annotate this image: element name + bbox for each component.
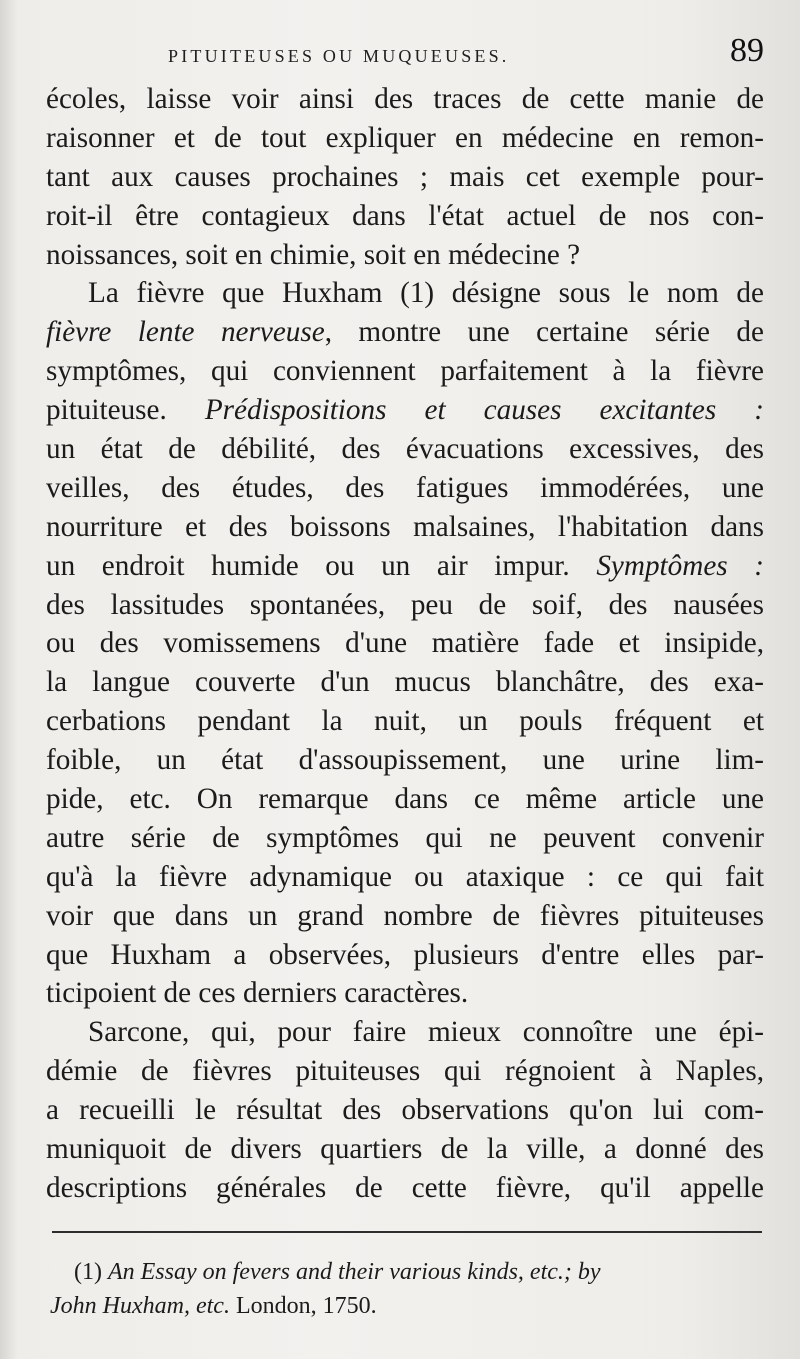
text-line: la langue couverte d'un mucus blanchâtre, des exa- [46, 666, 764, 699]
text-line: voir que dans un grand nombre de fièvres pituiteuses [46, 899, 764, 932]
italic-heading: Prédispositions et causes excitantes : [204, 394, 764, 427]
italic-term: fièvre lente nerveuse [46, 316, 325, 349]
text-line: des lassitudes spontanées, peu de soif, des nausées [46, 588, 764, 621]
page-number: 89 [730, 32, 764, 69]
text-line: nourriture et des boissons malsaines, l'habitation dans [46, 510, 764, 543]
text-span: un endroit humide ou un air impur. [46, 549, 597, 582]
text-line: écoles, laisse voir ainsi des traces de cette manie de [46, 83, 764, 115]
text-line: descriptions générales de cette fièvre, qu'il appelle [46, 1171, 764, 1204]
text-line: un état de débilité, des évacuations excessives, des [46, 433, 764, 466]
footnote-title: An Essay on fevers and their various kinds, etc.; by [107, 1259, 601, 1285]
footnote [50, 1255, 764, 1323]
footnote-divider [52, 1231, 762, 1233]
paragraph-start-line: Sarcone, qui, pour faire mieux connoître une épi- [88, 1016, 764, 1049]
footnote-marker: (1) [74, 1259, 108, 1285]
text-line: ticipoient de ces derniers caractères. [46, 977, 469, 1010]
text-line: symptômes, qui conviennent parfaitement à la fièvre [46, 355, 764, 388]
text-span: pituiteuse. [46, 394, 205, 427]
text-line: démie de fièvres pituiteuses qui régnoient à Naples, [46, 1055, 764, 1088]
footnote-author: John Huxham, etc. [50, 1293, 230, 1319]
text-line: qu'à la fièvre adynamique ou ataxique : ce qui fait [46, 860, 764, 893]
footnote-line [50, 1289, 764, 1323]
text-line [46, 547, 764, 586]
text-line: tant aux causes prochaines ; mais cet exemple pour- [46, 160, 764, 193]
italic-heading: Symptômes : [596, 549, 764, 582]
text-line: a recueilli le résultat des observations qu'on lui com- [46, 1094, 764, 1127]
text-span: , montre une certaine série de [324, 316, 764, 349]
paragraph-start-line: La fièvre que Huxham (1) désigne sous le nom de [88, 277, 764, 310]
page-header [48, 30, 772, 80]
text-line: que Huxham a observées, plusieurs d'entre elles par- [46, 938, 764, 971]
text-line: foible, un état d'assoupissement, une urine lim- [46, 744, 764, 777]
text-line [46, 391, 764, 430]
body-text [46, 80, 764, 1208]
text-line [46, 313, 764, 352]
text-line: autre série de symptômes qui ne peuvent convenir [46, 821, 764, 854]
text-line: roit-il être contagieux dans l'état actuel de nos con- [46, 199, 764, 232]
text-line: ou des vomissemens d'une matière fade et insipide, [46, 627, 764, 660]
text-line: raisonner et de tout expliquer en médecine en remon- [46, 121, 764, 154]
footnote-line [50, 1255, 764, 1289]
text-line: pide, etc. On remarque dans ce même article une [46, 783, 764, 816]
footnote-imprint: London, 1750. [229, 1293, 377, 1319]
text-line: cerbations pendant la nuit, un pouls fréquent et [46, 705, 764, 738]
text-line: veilles, des études, des fatigues immodérées, une [46, 471, 764, 504]
text-line: muniquoit de divers quartiers de la ville, a donné des [46, 1133, 764, 1166]
running-head: PITUITEUSES OU MUQUEUSES. [168, 46, 510, 66]
text-line: noissances, soit en chimie, soit en médecine ? [46, 238, 581, 271]
